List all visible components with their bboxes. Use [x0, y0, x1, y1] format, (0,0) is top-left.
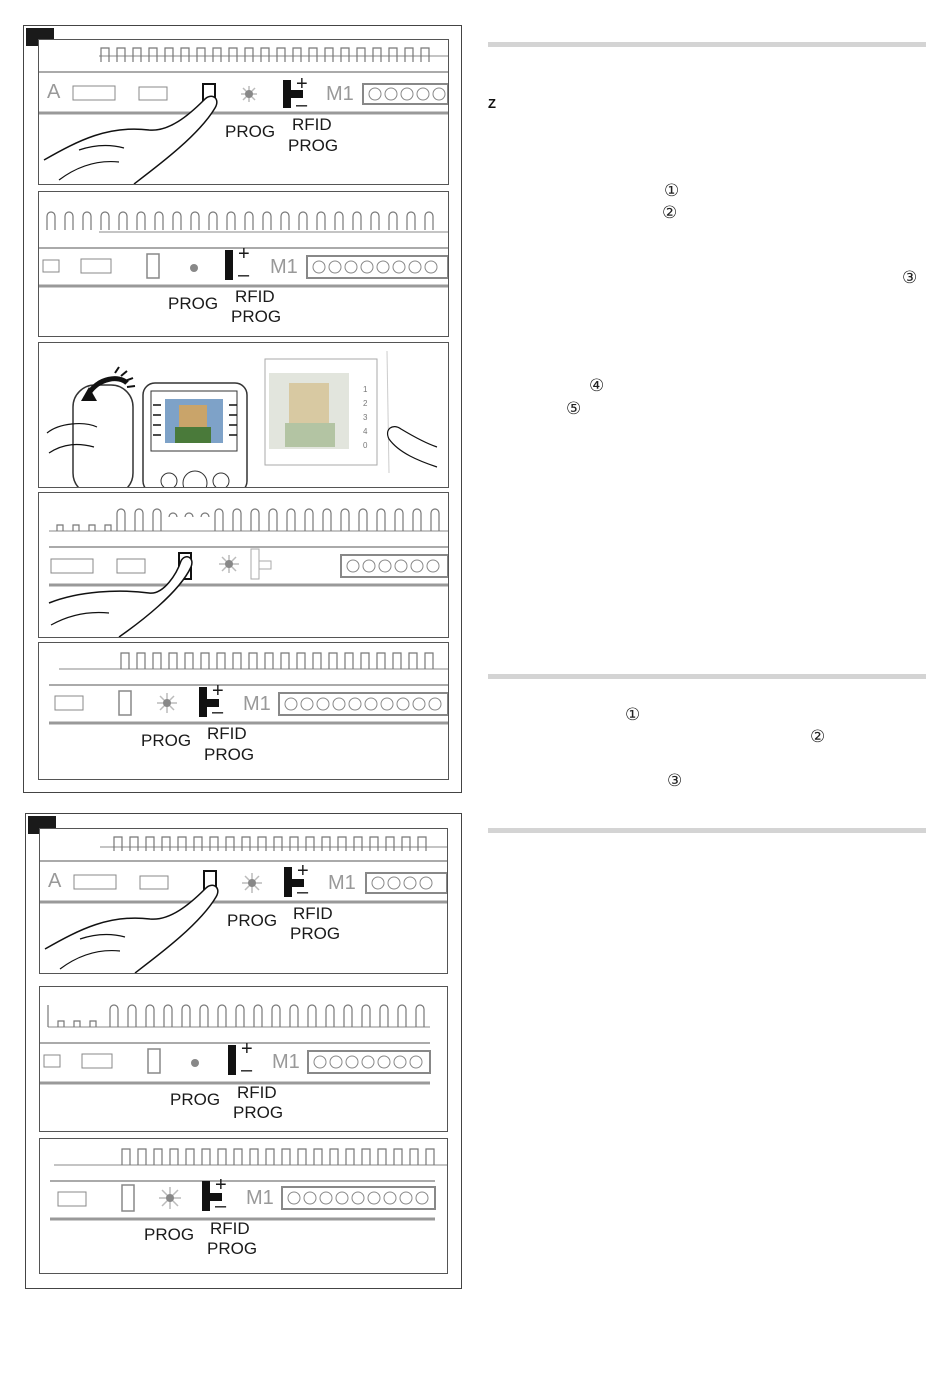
minus-label: –: [241, 1059, 253, 1081]
prog-label: PROG: [168, 294, 219, 313]
monitor-key-label: 0: [363, 441, 368, 450]
monitor-key-label: 2: [363, 399, 368, 408]
m1-label: M1: [272, 1051, 300, 1073]
panel-step-7: [39, 986, 448, 1132]
rfid-prog-label: PROG: [231, 307, 282, 326]
step-marker-1: ①: [664, 181, 680, 201]
panel-step-8: [39, 1138, 448, 1274]
board-illustration: [39, 40, 448, 184]
m1-label: M1: [328, 872, 356, 894]
monitor-key-label: 4: [363, 427, 368, 436]
monitor-key-label: 1: [363, 385, 368, 394]
m1-label: M1: [246, 1187, 274, 1209]
panel-step-2: [38, 191, 449, 337]
rfid-prog-label: PROG: [204, 745, 255, 764]
rfid-prog-label: PROG: [207, 1239, 258, 1258]
panel-step-1: [38, 39, 449, 185]
plus-label: +: [241, 1038, 253, 1060]
rfid-prog-label: PROG: [233, 1103, 284, 1122]
rfid-prog-label: PROG: [290, 924, 341, 943]
section-divider: [488, 674, 926, 679]
prog-label: PROG: [227, 911, 278, 930]
m1-label: M1: [326, 83, 354, 105]
monitor-illustration: [39, 343, 448, 487]
step-marker-1: ①: [625, 705, 641, 725]
prog-label: PROG: [225, 122, 276, 141]
minus-label: –: [215, 1195, 227, 1217]
panel-step-5: [38, 642, 449, 780]
plus-label: +: [296, 73, 308, 95]
m1-label: M1: [243, 693, 271, 715]
plus-label: +: [215, 1174, 227, 1196]
rfid-label: RFID: [207, 724, 247, 743]
minus-label: –: [296, 94, 308, 116]
rfid-label: RFID: [292, 115, 332, 134]
step-marker-5: ⑤: [566, 399, 582, 419]
step-marker-3: ③: [902, 268, 918, 288]
minus-label: –: [212, 701, 224, 723]
panel-step-6: [39, 828, 448, 974]
prog-label: PROG: [144, 1225, 195, 1244]
panel-step-3: [38, 342, 449, 488]
rfid-label: RFID: [237, 1083, 277, 1102]
plus-label: +: [238, 243, 250, 265]
section-divider: [488, 42, 926, 47]
prog-label: PROG: [141, 731, 192, 750]
panel-step-4: [38, 492, 449, 638]
prog-label: PROG: [170, 1090, 221, 1109]
monitor-key-label: 3: [363, 413, 368, 422]
a-label: A: [48, 870, 62, 892]
step-marker-3: ③: [667, 771, 683, 791]
section-divider: [488, 828, 926, 833]
section-glyph: Z: [488, 96, 496, 111]
a-label: A: [47, 81, 61, 103]
plus-label: +: [212, 680, 224, 702]
minus-label: –: [297, 881, 309, 903]
m1-label: M1: [270, 256, 298, 278]
board-illustration: [40, 829, 447, 973]
rfid-label: RFID: [235, 287, 275, 306]
step-marker-2: ②: [810, 727, 826, 747]
rfid-label: RFID: [210, 1219, 250, 1238]
step-marker-4: ④: [589, 376, 605, 396]
rfid-label: RFID: [293, 904, 333, 923]
rfid-prog-label: PROG: [288, 136, 339, 155]
board-illustration: [39, 493, 448, 637]
minus-label: –: [238, 264, 250, 286]
step-marker-2: ②: [662, 203, 678, 223]
plus-label: +: [297, 860, 309, 882]
